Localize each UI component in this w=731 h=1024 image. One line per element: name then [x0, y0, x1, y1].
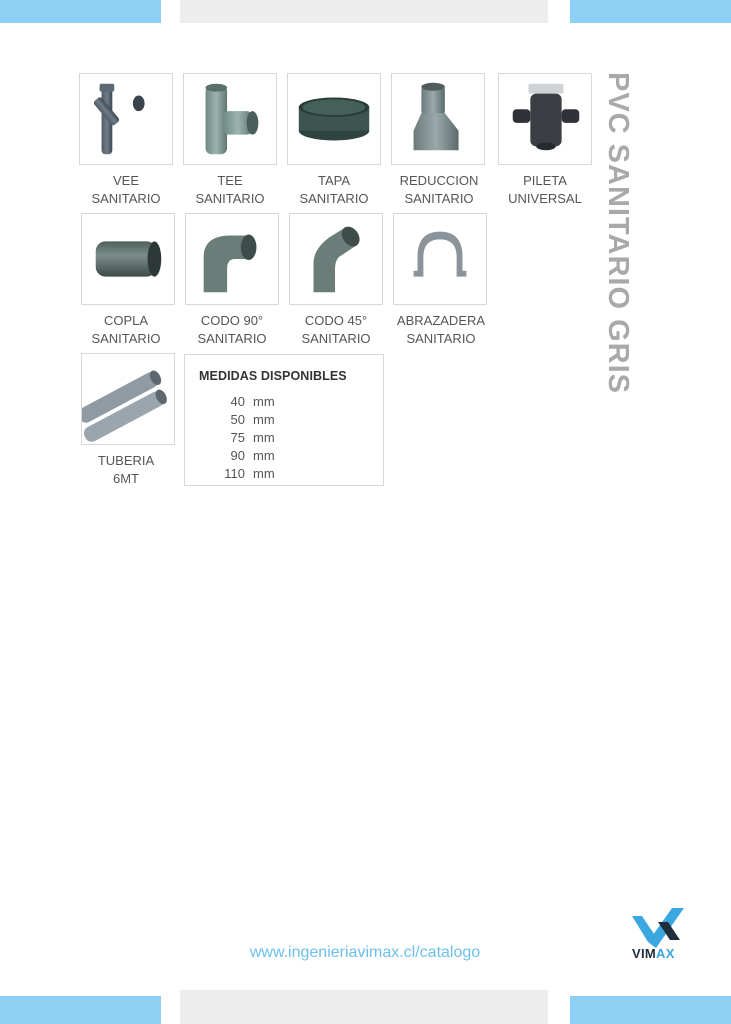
product-label-vee: VEE SANITARIO	[91, 173, 161, 206]
vimax-logo-text: VIMAX	[632, 946, 675, 961]
product-label-codo90: CODO 90° SANITARIO	[197, 313, 267, 346]
product-image-copla	[81, 213, 175, 305]
product-image-tuberia	[81, 353, 175, 445]
product-label-reduccion: REDUCCION SANITARIO	[399, 173, 479, 206]
header-bar-center	[180, 0, 548, 23]
tee-pipe-icon	[184, 74, 276, 164]
footer-bar-center	[180, 990, 548, 1024]
size-item: 75 mm	[230, 430, 275, 445]
size-item: 110 mm	[224, 466, 275, 481]
elbow-90-icon	[186, 214, 278, 304]
product-label-codo45: CODO 45° SANITARIO	[301, 313, 371, 346]
product-image-abrazadera	[393, 213, 487, 305]
product-label-tuberia: TUBERIA 6MT	[97, 453, 155, 486]
reducer-icon	[392, 74, 484, 164]
product-image-codo45	[289, 213, 383, 305]
product-label-tee: TEE SANITARIO	[195, 173, 265, 206]
sizes-box	[184, 354, 384, 486]
product-label-copla: COPLA SANITARIO	[91, 313, 161, 346]
sizes-heading: MEDIDAS DISPONIBLES	[199, 369, 347, 383]
pipe-clamp-icon	[394, 214, 486, 304]
vee-pipe-icon	[80, 74, 172, 164]
product-image-codo90	[185, 213, 279, 305]
size-item: 50 mm	[230, 412, 275, 427]
coupling-icon	[82, 214, 174, 304]
product-label-tapa: TAPA SANITARIO	[299, 173, 369, 206]
header-bar-right	[570, 0, 731, 23]
product-image-reduccion	[391, 73, 485, 165]
footer-bar-right	[570, 996, 731, 1024]
elbow-45-icon	[290, 214, 382, 304]
product-image-tapa	[287, 73, 381, 165]
product-image-vee	[79, 73, 173, 165]
product-image-tee	[183, 73, 277, 165]
pipe-tubes-icon	[82, 354, 174, 444]
cap-icon	[288, 74, 380, 164]
product-label-abrazadera: ABRAZADERA SANITARIO	[396, 313, 486, 346]
size-item: 40 mm	[230, 394, 275, 409]
size-item: 90 mm	[230, 448, 275, 463]
sizes-list	[219, 393, 275, 483]
floor-drain-icon	[499, 74, 591, 164]
page-title: PVC SANITARIO GRIS	[602, 72, 634, 394]
product-image-pileta	[498, 73, 592, 165]
catalog-link[interactable]: www.ingenieriavimax.cl/catalogo	[249, 944, 481, 961]
product-label-pileta: PILETA UNIVERSAL	[508, 173, 582, 206]
footer-bar-left	[0, 996, 161, 1024]
header-bar-left	[0, 0, 161, 23]
